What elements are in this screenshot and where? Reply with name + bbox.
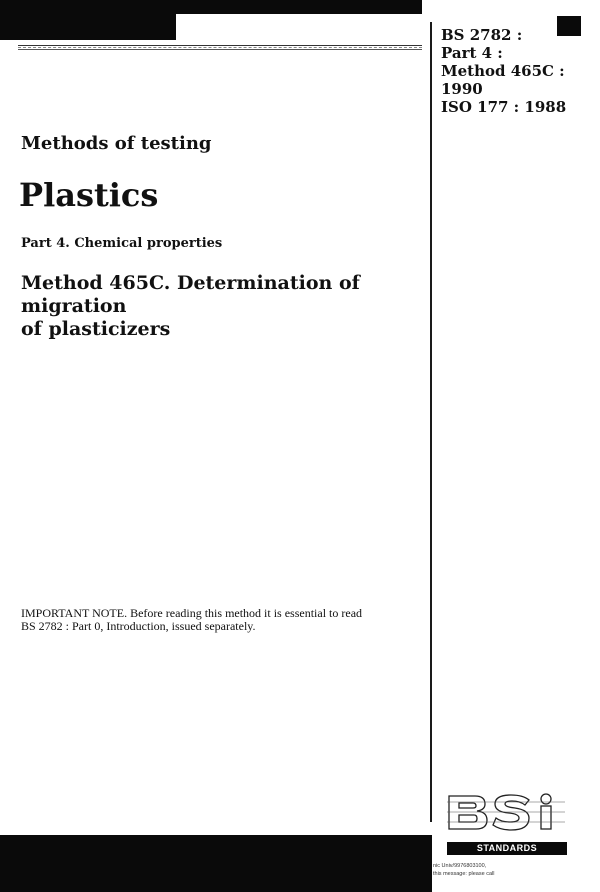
part-title: Part 4. Chemical properties <box>21 236 223 251</box>
vertical-divider <box>430 22 432 822</box>
header-rule <box>18 45 422 50</box>
note-line: IMPORTANT NOTE. Before reading this method it is essential to read <box>21 606 363 620</box>
series-title: Methods of testing <box>21 133 212 154</box>
method-title <box>21 272 426 341</box>
top-black-banner <box>0 0 176 40</box>
iso-reference: ISO 177 : 1988 <box>441 98 567 116</box>
license-footer <box>433 862 593 878</box>
standard-number: BS 2782 : <box>441 26 523 44</box>
method-title-line: Method 465C. Determination of migration <box>21 272 360 317</box>
main-title: Plastics <box>19 176 159 214</box>
corner-marker <box>557 16 581 36</box>
standard-part: Part 4 : <box>441 44 503 62</box>
method-title-line: of plasticizers <box>21 318 171 340</box>
bottom-black-banner <box>0 835 432 892</box>
important-note <box>21 607 421 633</box>
standard-year: 1990 <box>441 80 483 98</box>
standards-label: STANDARDS <box>447 842 567 855</box>
standard-method: Method 465C : <box>441 62 565 80</box>
license-line: nic Univ/9976803100, <box>433 863 487 869</box>
note-line: BS 2782 : Part 0, Introduction, issued separately. <box>21 619 256 633</box>
top-black-banner-extension <box>176 0 422 14</box>
standard-code-block <box>441 26 567 116</box>
license-line: this message: please call <box>433 871 495 877</box>
